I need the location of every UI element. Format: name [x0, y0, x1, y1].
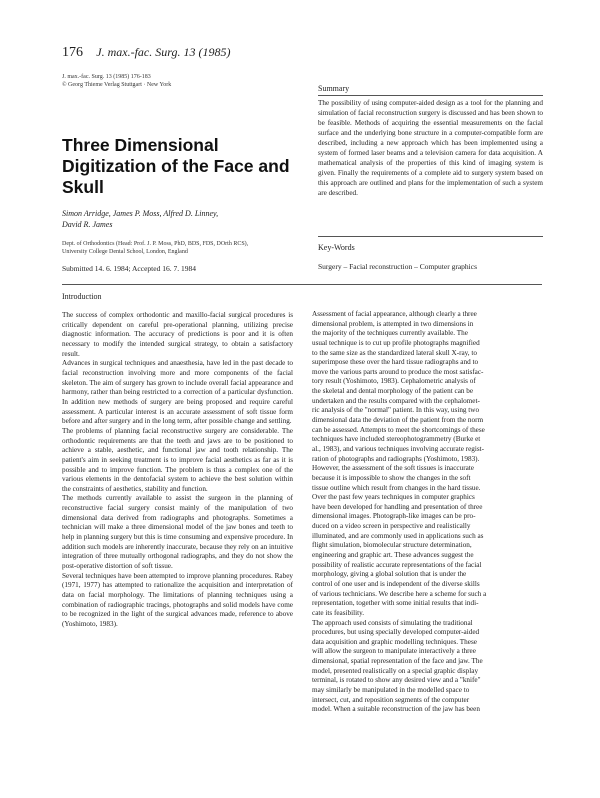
article-title: Three Dimensional Digitization of the Face and Skull	[62, 135, 290, 197]
running-header	[62, 44, 230, 61]
author-list	[62, 208, 292, 230]
text-line: However, the assessment of the soft tissues is inaccurate	[312, 464, 474, 473]
publication-info-line: J. max.-fac. Surg. 13 (1985) 176-183	[62, 74, 151, 80]
paragraph: The success of complex orthodontic and maxillo-facial surgical procedures is critically dependent on careful pre-operational planning, utilizing precise diagnostic information. The accuracy of predictions is poor and it is often necessary to modify the intended surgical strategy, to obtain a satisfactory result.	[62, 311, 293, 358]
paragraph: Several techniques have been attempted to improve planning procedures. Rabey (1971, 1977) has attempted to rationalize the acquisition and interpretation of data on facial morphology. The limitations of planning techniques using a combination of radiographic tracings, photographs and solid models have come to be recognized in the light of the surgical advances made, reference to above (Yoshimoto, 1983).	[62, 571, 293, 628]
text-line: al., 1983), and various techniques involving accurate regist-	[312, 444, 485, 453]
body-column-left	[62, 311, 293, 630]
paragraph: The problems of planning facial reconstructive surgery are considerable. The orthodontic requirements are that the teeth and jaws are to be positioned to achieve a stable, aesthetic, and functional jaw and tooth relationship. The patient's aim in seeking treatment is to improve facial aesthetics as far as it is possible and to improve function. The problem is thus a complex one of the various elements in the dentofacial system to achieve the best solution within the constraints of aesthetics, stability and function.	[62, 426, 293, 493]
text-line: Assessment of facial appearance, although clearly a three	[312, 310, 477, 318]
author-line: David R. James	[62, 220, 113, 229]
text-line: techniques have included stereophotogrammetry (Burke et	[312, 435, 481, 444]
text-line: engineering and graphic art. These advances suggest the	[312, 551, 474, 560]
text-line: illuminated, and are commonly used in applications such as	[312, 531, 484, 540]
text-line: will allow the surgeon to manipulate interactively a three	[312, 647, 476, 656]
keywords-rule	[318, 236, 543, 237]
text-line: can be assessed. Attempts to meet the shortcomings of these	[312, 425, 485, 434]
text-line: intersect, cut, and reposition segments of the computer	[312, 695, 470, 704]
text-line: because it is impossible to show the changes in the soft	[312, 473, 471, 482]
affiliation-line: University College Dental School, London, England	[62, 249, 188, 255]
text-line: cate its feasibility.	[312, 608, 365, 617]
text-line: possibility of realistic accurate representations of the facial	[312, 560, 482, 569]
introduction-heading: Introduction	[62, 292, 102, 301]
text-line: model, presented realistically on a special graphic display	[312, 666, 479, 675]
summary-text: The possibility of using computer-aided design as a tool for the planning and simulation of facial reconstruction surgery is discussed and has been shown to be feasible. Methods of acquiring the essential measurements on the facial surface and the underlying bone structure in a computer-compatible form are described, including a new approach which has been implemented using a system of formed laser beams and a television camera for data acquisition. A mathematical analysis of the properties of this kind of imaging system is given. Finally the requirements of a complete aid to surgery system based on this approach are outlined and plans for the implementation of such a system are described.	[318, 99, 543, 197]
publication-info	[62, 73, 292, 89]
text-line: tory result (Yoshimoto, 1983). Cephalometric analysis of	[312, 377, 476, 386]
publication-info-line: © Georg Thieme Verlag Stuttgart · New York	[62, 82, 172, 88]
text-line: dimensional, spatial representation of the face and jaw. The	[312, 657, 483, 666]
text-line: flight simulation, biomolecular structure determination,	[312, 541, 472, 550]
text-line: have been developed for handling and presentation of three	[312, 502, 483, 511]
text-line: to the same size as the standardized lateral skull X-ray, to	[312, 348, 477, 357]
text-line: duced on a video screen in perspective and realistically	[312, 522, 471, 531]
journal-citation: J. max.-fac. Surg. 13 (1985)	[96, 45, 231, 59]
affiliation	[62, 240, 292, 256]
submission-dates: Submitted 14. 6. 1984; Accepted 16. 7. 1984	[62, 264, 196, 273]
text-line: undertaken and the results compared with the cephalomet-	[312, 396, 480, 405]
text-line: of various technicians. We describe here a scheme for such a	[312, 589, 487, 598]
summary-heading: Summary	[318, 84, 350, 93]
text-line: dimensional data the deviation of the patient from the norm	[312, 416, 484, 425]
page-number: 176	[62, 45, 83, 60]
keywords-text: Surgery – Facial reconstruction – Computer graphics	[318, 262, 477, 271]
section-divider	[62, 284, 542, 285]
paragraph: The methods currently available to assist the surgeon in the planning of reconstructive facial surgery consist mainly of the manipulation of two dimensional data derived from radiographs and photographs. Sometimes a technician will make a three dimensional model of the jaw bones and teeth to help in planning surgery but this is time consuming and expensive procedure. In addition such models are inherently inaccurate, because they rely on an intuitive integration of three mutually orthogonal radiographs, and they do not show the post-operative distortion of soft tissue.	[62, 494, 293, 571]
text-line: usual technique is to cut up profile photographs magnified	[312, 338, 480, 347]
text-line: may similarly be manipulated in the modelled space to	[312, 685, 470, 694]
text-line: terminal, is rotated to show any desired view and a "knife"	[312, 676, 481, 685]
text-line: data acquisition and graphic modelling techniques. These	[312, 637, 477, 646]
text-line: tissue outline which result from changes in the hard tissue.	[312, 483, 481, 492]
text-line: the majority of the techniques currently available. The	[312, 329, 468, 338]
text-line: the skeletal and dental morphology of the patient can be	[312, 387, 474, 396]
text-line: dimensional problem, is attempted in two dimensions in	[312, 319, 474, 328]
text-line: control of one user and is independent of the diverse skills	[312, 579, 480, 588]
paragraph: Advances in surgical techniques and anaesthesia, have led in the past decade to facial reconstruction involving more and more components of the facial skeleton. The aim of surgery has grown to include overall facial appearance and harmony, rather than being restricted to a correction of a particular dysfunction. In addition new methods of surgery are being proposed and require careful assessment. A particular interest is an accurate assessment of soft tissue form before and after surgery and in the long term, after possible change and settling.	[62, 359, 293, 426]
text-line: move the various parts around to produce the most satisfac-	[312, 367, 484, 376]
body-column-right	[312, 310, 543, 715]
text-line: superimpose these over the hard tissue radiographs and to	[312, 358, 479, 367]
text-line: ric analysis of the "normal" patient. In this way, using two	[312, 406, 480, 415]
text-line: dimensional images. Photograph-like images can be pro-	[312, 512, 476, 521]
summary-rule	[318, 95, 543, 96]
text-line: procedures, but using specially developed computer-aided	[312, 628, 480, 637]
author-line: Simon Arridge, James P. Moss, Alfred D. Linney,	[62, 209, 219, 218]
text-line: The approach used consists of simulating the traditional	[312, 618, 473, 627]
keywords-heading: Key-Words	[318, 243, 355, 252]
text-line: ration of photographs and radiographs (Yoshimoto, 1983).	[312, 454, 480, 463]
affiliation-line: Dept. of Orthodontics (Head: Prof. J. P. Moss, PhD, BDS, FDS, DOrth RCS),	[62, 241, 249, 247]
text-line: Over the past few years techniques in computer graphics	[312, 493, 475, 502]
text-line: representation, together with some initial results that indi-	[312, 599, 479, 608]
text-line: model. When a suitable reconstruction of the jaw has been	[312, 705, 480, 714]
text-line: morphology, giving a global solution that is under the	[312, 570, 467, 579]
